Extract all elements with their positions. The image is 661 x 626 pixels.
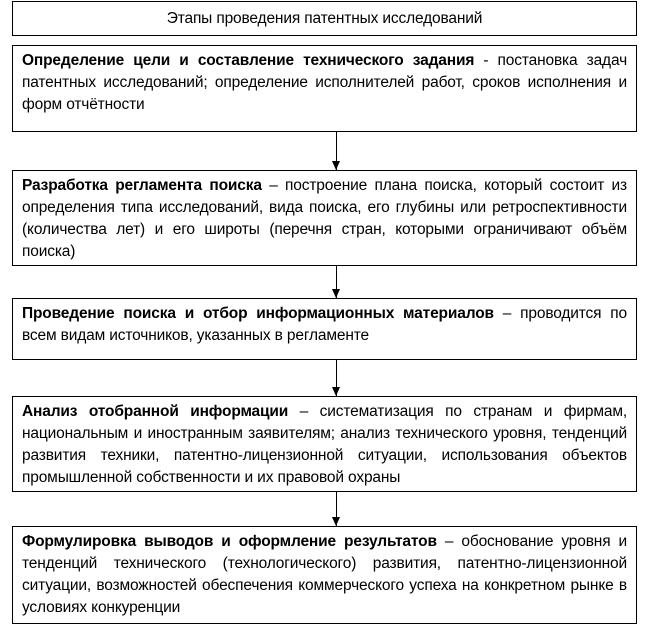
step-description: – систематизация по странам и фирмам, национальным и иностранным заявителям; анализ технического уровня, тенденций развития техники, патентно-лицензионной ситуации, использования объектов промышленной собственности и их правовой охраны xyxy=(22,403,627,486)
step-description: – обоснование уровня и тенденций технического (технологического) развития, патентно-лицензионной ситуации, возможностей обеспечения коммерческого успеха на конкретном рынке в условиях конкуренции xyxy=(22,533,627,616)
step-description: - постановка задач патентных исследований; определение исполнителей работ, сроков исполнения и форм отчётности xyxy=(22,52,627,113)
step-heading: Формулировка выводов и оформление результатов xyxy=(22,533,437,550)
diagram-title: Этапы проведения патентных исследований xyxy=(166,10,483,27)
step-heading: Анализ отобранной информации xyxy=(22,403,289,420)
step-heading: Определение цели и составление технического задания xyxy=(22,52,475,69)
step-box-information-analysis xyxy=(12,396,637,492)
flow-arrow-down xyxy=(336,492,337,526)
flow-arrow-down xyxy=(336,360,337,396)
step-box-conclusions-and-results xyxy=(12,526,637,624)
step-heading: Проведение поиска и отбор информационных материалов xyxy=(22,305,494,322)
step-box-search-and-selection xyxy=(12,298,637,360)
flow-arrow-down xyxy=(336,132,337,170)
diagram-title-box xyxy=(12,1,637,36)
step-description: – построение плана поиска, который состоит из определения типа исследований, вида поиска, его глубины или ретроспективности (количества лет) и его широты (перечня стран, которыми ограничивают объём поиска) xyxy=(22,177,628,260)
step-box-search-regulation xyxy=(12,170,637,266)
flow-arrow-down xyxy=(336,266,337,298)
step-heading: Разработка регламента поиска xyxy=(22,177,262,194)
step-box-goal-definition xyxy=(12,45,637,132)
step-description: – проводится по всем видам источников, указанных в регламенте xyxy=(22,305,627,344)
